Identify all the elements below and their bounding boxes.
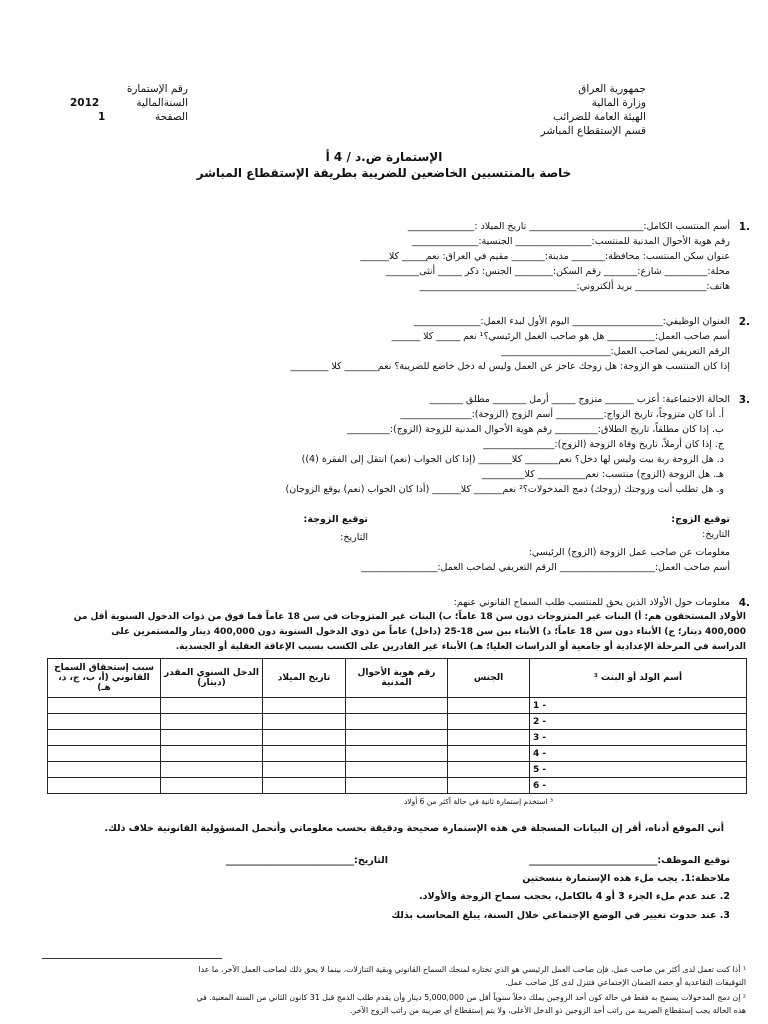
note-item: 3. عند حدوث تغيير في الوضع الإجتماعي خلال السنة، يبلغ المحاسب بذلك <box>391 910 730 921</box>
husband-signature-label: توقيع الزوج: <box>671 514 730 525</box>
table-cell[interactable] <box>48 746 161 762</box>
husband-date-label: التاريخ: <box>702 529 730 540</box>
table-cell[interactable] <box>448 730 530 746</box>
form-number-label: رقم الإستمارة <box>126 83 188 95</box>
table-cell[interactable] <box>161 698 263 714</box>
table-cell[interactable] <box>263 746 346 762</box>
table-cell[interactable] <box>48 778 161 794</box>
table-cell[interactable] <box>263 698 346 714</box>
row-number: 1 - <box>530 698 747 714</box>
table-cell[interactable] <box>263 778 346 794</box>
form-line[interactable]: ب. إذا كان مطلقاً، تاريخ الطلاق:_________ رقم هوية الأحوال المدنية للزوجة (الزوج):_________ <box>347 424 724 435</box>
fiscal-year-label: السنةالمالية <box>136 97 188 109</box>
wife-date-label: التاريخ: <box>340 532 368 543</box>
form-line[interactable]: أسم صاحب العمل:__________ هل هو صاحب العمل الرئيسي؟¹ نعم _____ كلا ______ <box>391 331 730 342</box>
children-table <box>47 658 747 794</box>
column-header: تاريخ الميلاد <box>263 659 346 698</box>
table-cell[interactable] <box>346 746 448 762</box>
issuer-line: الهيئة العامة للضرائب <box>553 111 646 123</box>
table-cell[interactable] <box>448 746 530 762</box>
eligibility-text: الدراسة في المرحلة الإعدادية أو جامعية أو الدراسات العليا؛ هـ) الأبناء غير القادرين على الكسب بسبب الإعاقة العقلية أو الجسدية. <box>175 642 746 652</box>
column-header: الجنس <box>448 659 530 698</box>
table-row <box>48 714 747 730</box>
form-line[interactable]: الحالة الاجتماعية: أعزب ______ متزوج _____ أرمل _______ مطلق _______ <box>429 394 730 405</box>
wife-signature-label: توقيع الزوجة: <box>303 514 368 525</box>
section-number: 4. <box>738 597 750 609</box>
spouse-employer-heading: معلومات عن صاحب عمل الزوجة (الزوج) الرئيسي: <box>528 547 730 558</box>
table-cell[interactable] <box>448 698 530 714</box>
table-cell[interactable] <box>161 778 263 794</box>
children-heading: معلومات حول الأولاد الذين يحق للمنتسب طلب السماح القانوني عنهم: <box>453 597 730 608</box>
table-cell[interactable] <box>48 698 161 714</box>
form-line[interactable]: هاتف:_______________ بريد ألكتروني:_________________________________ <box>419 281 730 292</box>
table-cell[interactable] <box>48 714 161 730</box>
column-header: الدخل السنوي المقدر (دينار) <box>161 659 263 698</box>
table-cell[interactable] <box>346 762 448 778</box>
form-line[interactable]: إذا كان المنتسب هو الزوجة: هل زوجك عاجز عن العمل وليس له دخل خاضع للضريبة؟ نعم_______ كلا ________ <box>290 361 730 372</box>
form-line[interactable]: أسم المنتسب الكامل:________________________ تاريخ الميلاد :______________ <box>407 221 730 232</box>
table-cell[interactable] <box>48 762 161 778</box>
page-label: الصفحة <box>155 111 188 123</box>
form-line[interactable]: الرقم التعريفي لصاحب العمل:_______________________ <box>501 346 730 357</box>
table-cell[interactable] <box>346 714 448 730</box>
table-cell[interactable] <box>448 762 530 778</box>
section-number: 3. <box>738 394 750 406</box>
table-row <box>48 746 747 762</box>
form-title: خاصة بالمنتسبين الخاضعين للضريبة بطريقة الإستقطاع المباشر <box>196 166 572 180</box>
eligibility-text: 400,000 دينار؛ ج) الأبناء دون سن 18 عاماً؛ د) الأبناء بين سن 18-25 (داخل) عاماً من ذوي الدخول السنوية دون 400,000 دينار والمستمرين على <box>111 627 746 637</box>
employee-signature-field[interactable]: توقيع الموظف:___________________________ <box>529 855 730 866</box>
issuer-block <box>541 82 646 138</box>
note-heading: ملاحظة:1. يجب ملء هذه الإستمارة بنسختين <box>522 873 730 884</box>
form-meta-values <box>70 96 105 124</box>
form-line[interactable]: العنوان الوظيفي:___________________ اليوم الأول لبدء العمل:______________ <box>413 316 730 327</box>
page-number-value: 1 <box>98 111 106 123</box>
form-line[interactable]: و. هل تطلب أنت وزوجتك (زوجك) دمج المدخولات؟² نعم______ كلا______ (أذا كان الجواب (نعم) يوقع الزوجان) <box>285 484 724 495</box>
table-footnote: ³ استخدم إستمارة ثانية في حالة أكثر من 6 أولاد <box>403 797 553 806</box>
signature-date-field[interactable]: التاريخ:___________________________ <box>225 855 388 866</box>
footnote: هذه الحالة يجب إستقطاع الضريبة من راتب أحد الزوجين ذو الدخل الأعلى، ولا يتم إستقطاع أي ضريبة من راتب الزوج الآخر. <box>349 1006 746 1015</box>
form-meta-labels <box>118 82 188 124</box>
section-number: 1. <box>738 221 750 233</box>
table-cell[interactable] <box>346 698 448 714</box>
footnote: التوقيفات التقاعدية أو حصة الضمان الإجتماعي فتنزل لدى كل صاحب عمل. <box>505 978 746 987</box>
column-header: أسم الولد أو البنت ³ <box>530 659 747 698</box>
table-row <box>48 778 747 794</box>
issuer-line: قسم الإستقطاع المباشر <box>540 125 646 137</box>
table-cell[interactable] <box>161 746 263 762</box>
form-line[interactable]: أسم صاحب العمل:____________________ الرقم التعريفي لصاحب العمل:________________ <box>361 562 730 573</box>
form-line[interactable]: محلة:_________ شارع:_______ رقم السكن:________ الجنس: ذكر _____ أنثى_______ <box>385 266 730 277</box>
table-cell[interactable] <box>448 778 530 794</box>
row-number: 2 - <box>530 714 747 730</box>
form-line[interactable]: أ. أذا كان متزوجاً، تاريخ الزواج:__________ أسم الزوج (الزوجة):_______________ <box>400 409 724 420</box>
table-cell[interactable] <box>263 762 346 778</box>
footnote-divider <box>42 958 222 959</box>
note-item: 2. عند عدم ملء الجزء 3 أو 4 بالكامل، يحجب سماح الزوجة والأولاد. <box>419 891 730 902</box>
declaration-text: أني الموقع أدناه، أقر إن البيانات المسجلة في هذه الإستمارة صحيحة ودقيقة بحسب معلوماتي وأتحمل المسؤولية القانونية خلاف ذلك. <box>104 823 724 834</box>
table-cell[interactable] <box>346 778 448 794</box>
row-number: 6 - <box>530 778 747 794</box>
row-number: 5 - <box>530 762 747 778</box>
table-row <box>48 762 747 778</box>
table-row <box>48 730 747 746</box>
form-code-title: الإستمارة ض.د / 4 أ <box>325 150 443 164</box>
eligibility-text: الأولاد المستحقون هم: أ) البنات غير المتزوجات دون سن 18 عاماً؛ ب) البنات غير المتزوجات في سن 18 عاماً فما فوق من ذوات الدخول السنوية أقل من <box>73 612 746 622</box>
form-line[interactable]: هـ. هل الزوجة (الزوج) منتسب: نعم__________ كلا_________ <box>481 469 724 480</box>
issuer-line: وزارة المالية <box>591 97 646 109</box>
table-cell[interactable] <box>263 714 346 730</box>
row-number: 3 - <box>530 730 747 746</box>
table-cell[interactable] <box>263 730 346 746</box>
issuer-line: جمهورية العراق <box>578 83 646 95</box>
column-header: سبب إستحقاق السماح القانوني (أ، ب، ج، د، هـ) <box>48 659 161 698</box>
fiscal-year-value: 2012 <box>70 97 100 109</box>
table-cell[interactable] <box>161 714 263 730</box>
table-cell[interactable] <box>346 730 448 746</box>
table-row <box>48 698 747 714</box>
footnote: ² إن دمج المدخولات يسمح به فقط في حالة كون أحد الزوجين يملك دخلاً سنوياً أقل من 5,000,000 دينار وأن يقدم طلب الدمج قبل 31 كانون الثاني من السنة المعنية. في <box>196 993 746 1002</box>
table-cell[interactable] <box>448 714 530 730</box>
form-line[interactable]: ج. إذا كان أرملاً، تاريخ وفاة الزوجة (الزوج):_______________ <box>483 439 724 450</box>
form-line[interactable]: عنوان سكن المنتسب: محافظة:_______ مدينة:_______ مقيم في العراق: نعم_____ كلا______ <box>360 251 730 262</box>
row-number: 4 - <box>530 746 747 762</box>
form-line[interactable]: د. هل الزوجة ربة بيت وليس لها دخل؟ نعم_______ كلا_______ (إذا كان الجواب (نعم) انتقل إلى الفقرة (4)) <box>301 454 724 465</box>
section-number: 2. <box>738 316 750 328</box>
footnote: ¹ أذا كنت تعمل لدى أكثر من صاحب عمل، فإن صاحب العمل الرئيسي هو الذي تختاره لمنحك السماح القانوني وبقية التنازلات، بينما لا يحق ذلك لصاحب العمل الآخر، ما عدا <box>198 965 746 974</box>
form-line[interactable]: رقم هوية الأحوال المدنية للمنتسب:________________ الجنسية:______________ <box>411 236 730 247</box>
table-cell[interactable] <box>48 730 161 746</box>
column-header: رقم هوية الأحوال المدنية <box>346 659 448 698</box>
table-cell[interactable] <box>161 730 263 746</box>
table-cell[interactable] <box>161 762 263 778</box>
